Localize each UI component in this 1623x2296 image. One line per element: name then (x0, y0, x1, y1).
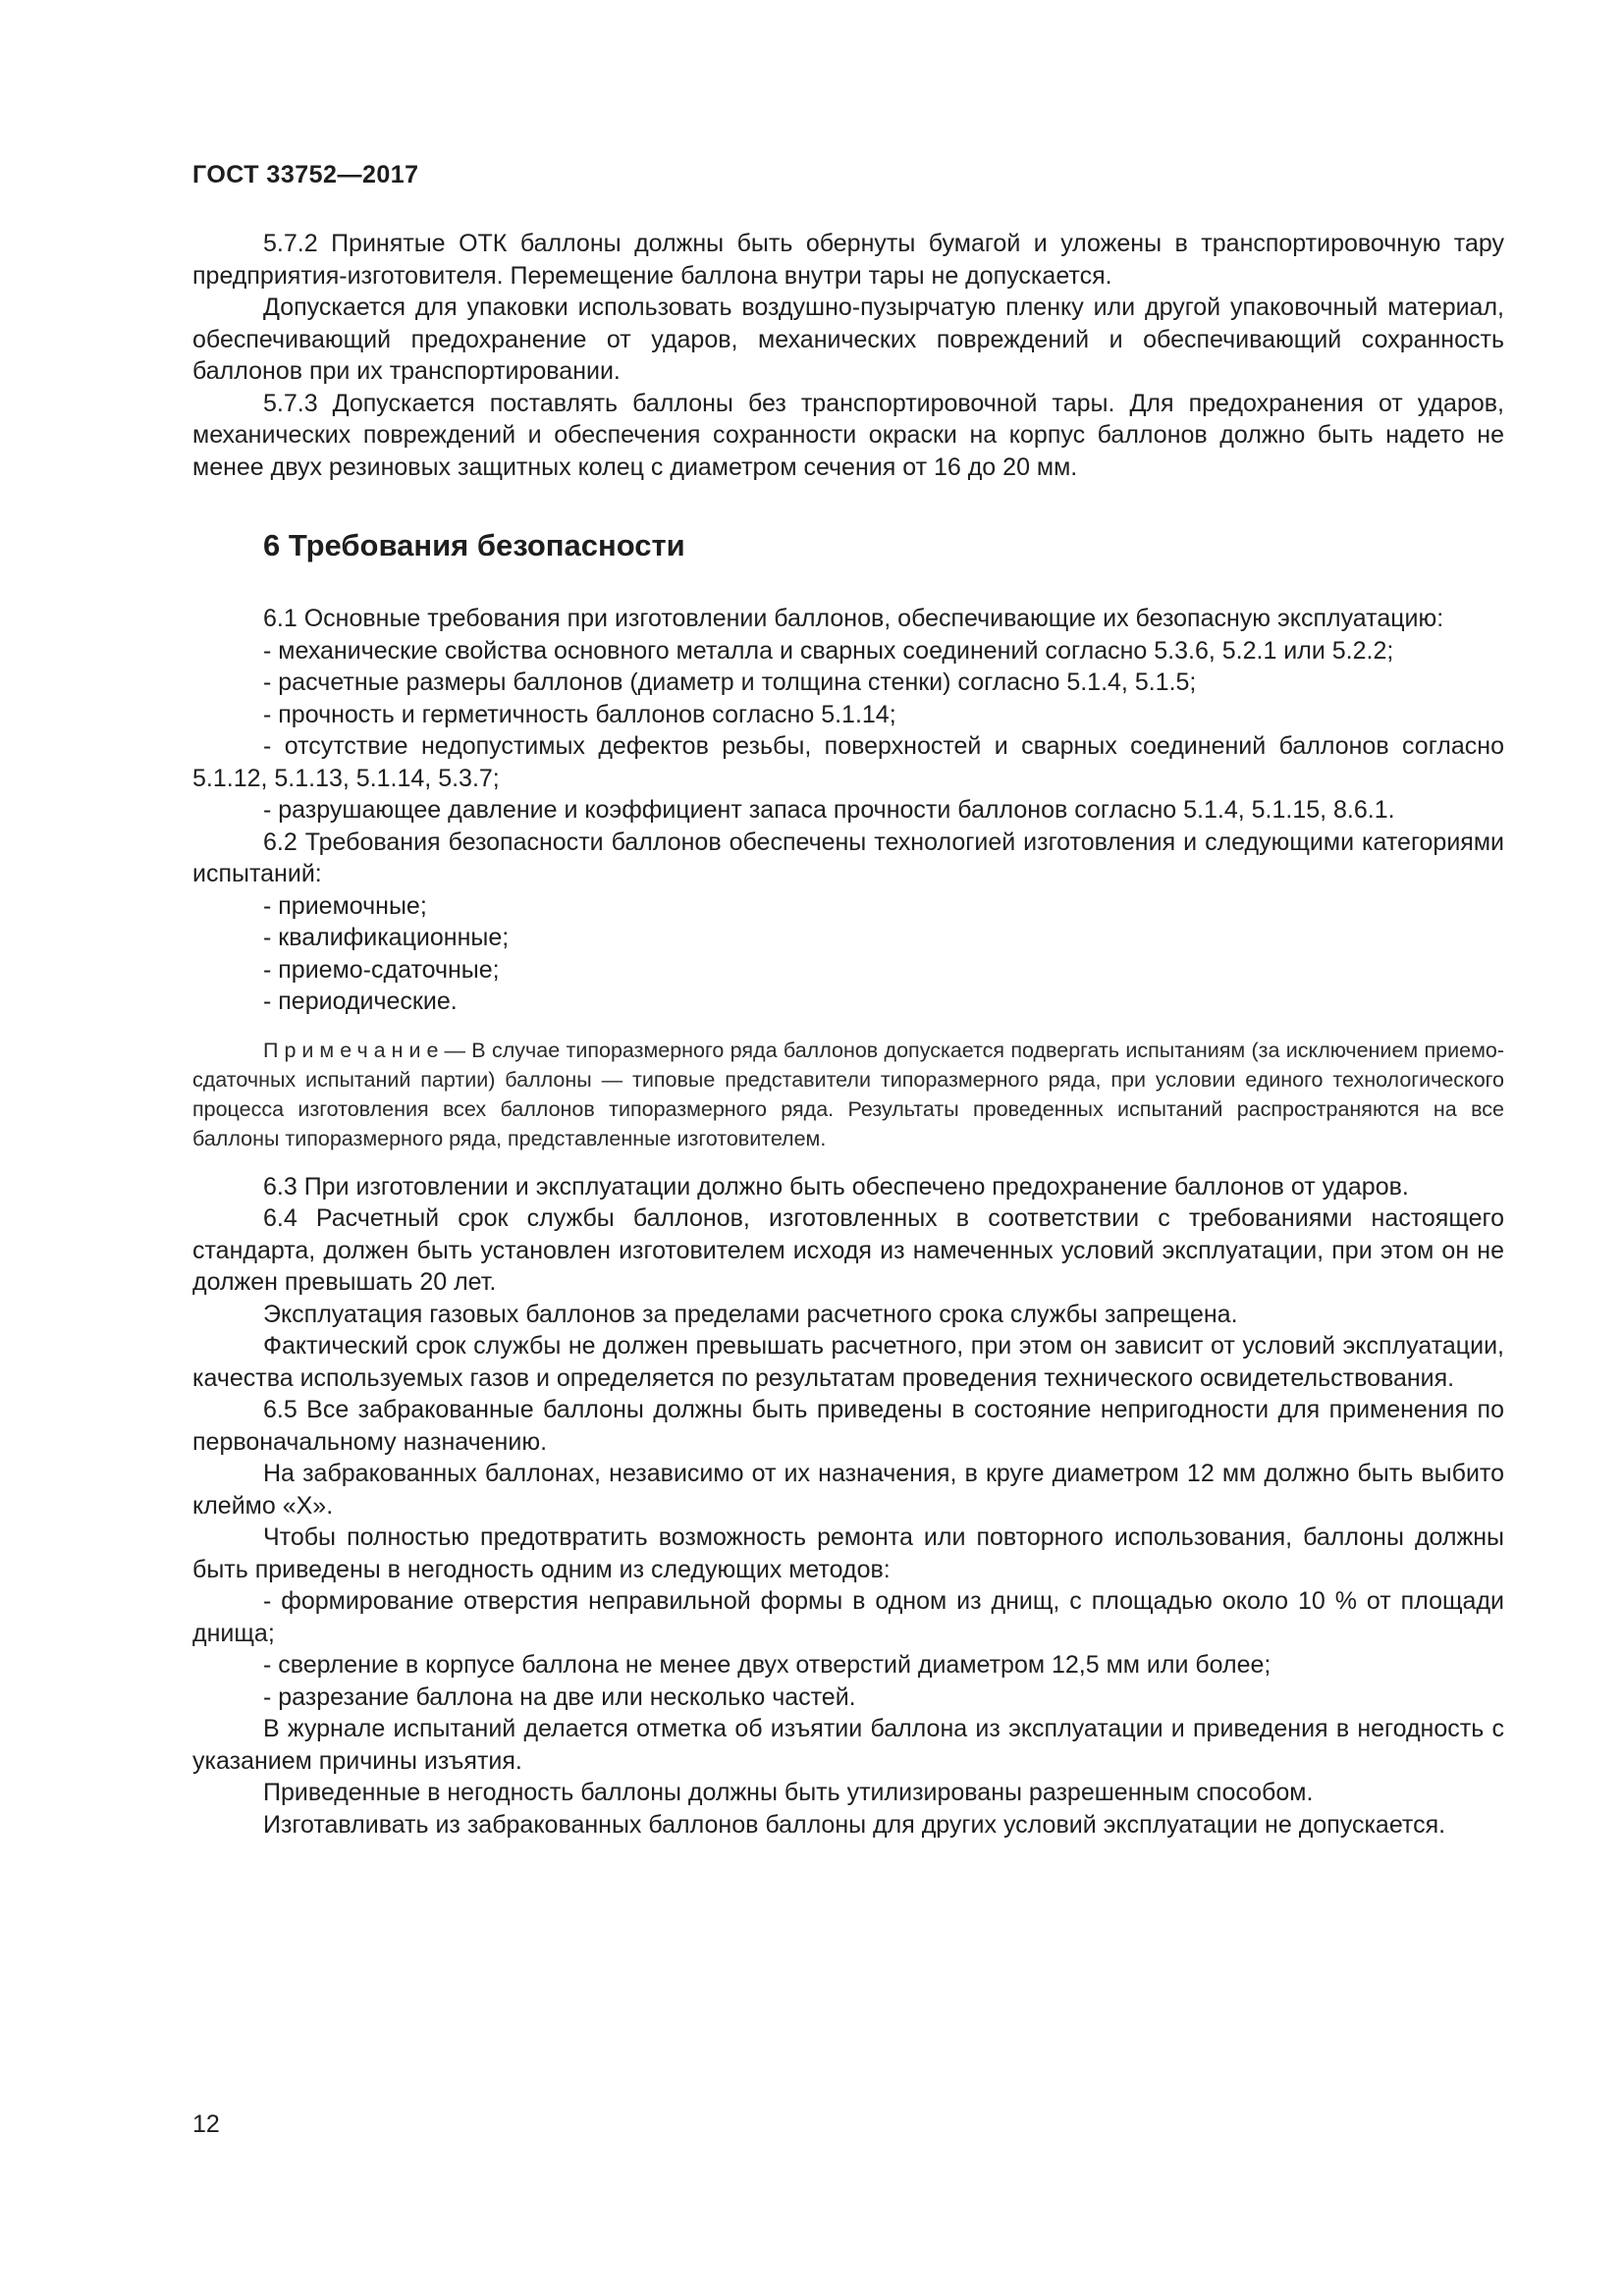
list-item: - сверление в корпусе баллона не менее двух отверстий диаметром 12,5 мм или более; (263, 1651, 1271, 1679)
paragraph-6-2: 6.2 Требования безопасности баллонов обеспечены технологией изготовления и следующими категориями испытаний: (192, 828, 1504, 887)
page-content (192, 228, 1504, 1841)
note-label: Примечание (263, 1038, 445, 1062)
list-item: - расчетные размеры баллонов (диаметр и толщина стенки) согласно 5.1.4, 5.1.5; (263, 668, 1197, 696)
paragraph-5-7-3: 5.7.3 Допускается поставлять баллоны без транспортировочной тары. Для предохранения от ударов, механических повреждений и обеспечения сохранности окраски на корпус баллонов должно быть надето не менее двух резиновых защитных колец с диаметром сечения от 16 до 20 мм. (192, 389, 1504, 481)
paragraph-6-5-disposal: Приведенные в негодность баллоны должны быть утилизированы разрешенным способом. (263, 1779, 1314, 1806)
note-text: — В случае типоразмерного ряда баллонов допускается подвергать испытаниям (за исключением приемо-сдаточных испытаний партии) баллоны — типовые представители типоразмерного ряда, при условии единого технологического процесса изготовления всех баллонов типоразмерного ряда. Результаты проведенных испытаний распространяются на все баллоны типоразмерного ряда, представленные изготовителем. (192, 1038, 1504, 1150)
paragraph-5-7-2-packaging: Допускается для упаковки использовать воздушно-пузырчатую пленку или другой упаковочный материал, обеспечивающий предохранение от ударов, механических повреждений и обеспечивающий сохранность баллонов при их транспортировании. (192, 294, 1504, 385)
paragraph-6-5-reuse: Изготавливать из забракованных баллонов баллоны для других условий эксплуатации не допускается. (263, 1810, 1446, 1839)
paragraph-6-4-prohibition: Эксплуатация газовых баллонов за пределами расчетного срока службы запрещена. (263, 1300, 1238, 1328)
list-item: - формирование отверстия неправильной формы в одном из днищ, с площадью около 10 % от площади днища; (192, 1587, 1504, 1647)
paragraph-6-5: 6.5 Все забракованные баллоны должны быть приведены в состояние непригодности для применения по первоначальному назначению. (192, 1396, 1504, 1456)
list-item: - приемо-сдаточные; (263, 955, 500, 984)
list-item: - квалификационные; (263, 924, 510, 951)
list-item: - механические свойства основного металла и сварных соединений согласно 5.3.6, 5.2.1 или 5.2.2; (263, 636, 1394, 665)
paragraph-6-4: 6.4 Расчетный срок службы баллонов, изготовленных в соответствии с требованиями настоящего стандарта, должен быть установлен изготовителем исходя из намеченных условий эксплуатации, при этом он не должен превышать 20 лет. (192, 1204, 1504, 1296)
list-item: - прочность и герметичность баллонов согласно 5.1.14; (263, 700, 896, 728)
paragraph-6-1: 6.1 Основные требования при изготовлении баллонов, обеспечивающие их безопасную эксплуатацию: (263, 605, 1444, 632)
paragraph-6-5-journal: В журнале испытаний делается отметка об изъятии баллона из эксплуатации и приведения в негодность с указанием причины изъятия. (192, 1715, 1504, 1775)
paragraph-6-5-stamp: На забракованных баллонах, независимо от их назначения, в круге диаметром 12 мм должно быть выбито клеймо «Х». (192, 1460, 1504, 1520)
paragraph-6-4-actual-life: Фактический срок службы не должен превышать расчетного, при этом он зависит от условий эксплуатации, качества используемых газов и определяется по результатам проведения технического освидетельствования. (192, 1332, 1504, 1392)
paragraph-5-7-2: 5.7.2 Принятые ОТК баллоны должны быть обернуты бумагой и уложены в транспортировочную тару предприятия-изготовителя. Перемещение баллона внутри тары не допускается. (192, 230, 1504, 290)
list-item: - разрезание баллона на две или несколько частей. (263, 1682, 856, 1711)
list-item: - периодические. (263, 988, 458, 1015)
paragraph-6-3: 6.3 При изготовлении и эксплуатации должно быть обеспечено предохранение баллонов от ударов. (263, 1172, 1409, 1201)
standard-header: ГОСТ 33752—2017 (192, 161, 419, 188)
list-item: - отсутствие недопустимых дефектов резьбы, поверхностей и сварных соединений баллонов согласно 5.1.12, 5.1.13, 5.1.14, 5.3.7; (192, 732, 1504, 792)
list-item: - приемочные; (263, 891, 427, 920)
note-block (192, 1036, 1504, 1153)
page-number: 12 (192, 2110, 220, 2138)
list-item: - разрушающее давление и коэффициент запаса прочности баллонов согласно 5.1.4, 5.1.15, 8.6.1. (263, 796, 1395, 824)
paragraph-6-5-methods: Чтобы полностью предотвратить возможность ремонта или повторного использования, баллоны должны быть приведены в негодность одним из следующих методов: (192, 1523, 1504, 1583)
section-heading: 6 Требования безопасности (263, 528, 685, 562)
